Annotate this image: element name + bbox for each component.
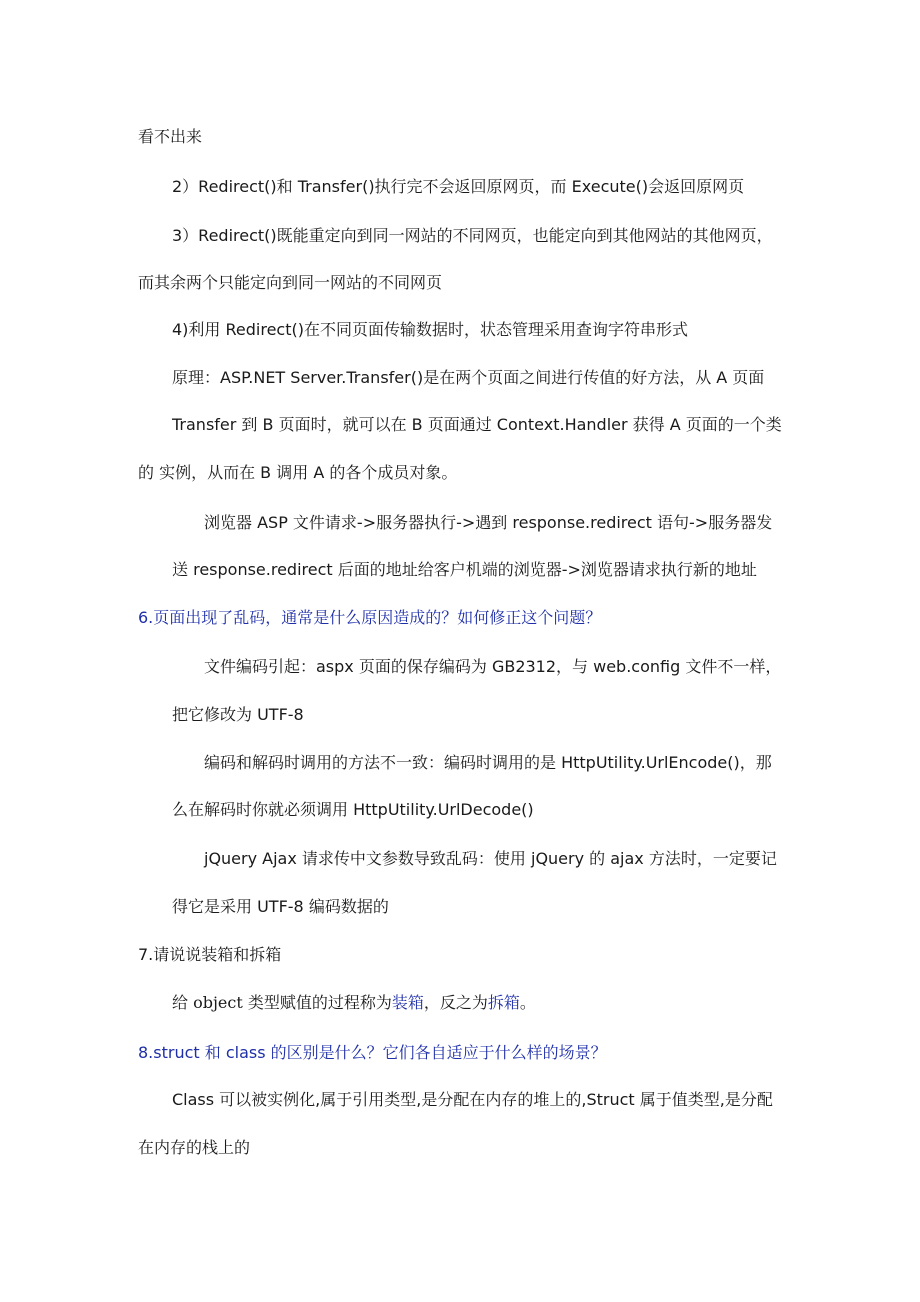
paragraph-line: 原理：ASP.NET Server.Transfer()是在两个页面之间进行传值的好方法，从 A 页面 bbox=[172, 368, 765, 387]
paragraph-line: Class 可以被实例化,属于引用类型,是分配在内存的堆上的,Struct 属于值类型,是分配 bbox=[172, 1090, 773, 1109]
paragraph-line: 送 response.redirect 后面的地址给客户机端的浏览器->浏览器请求执行新的地址 bbox=[172, 560, 757, 579]
paragraph-line: 3）Redirect()既能重定向到同一网站的不同网页，也能定向到其他网站的其他网页， bbox=[172, 226, 773, 245]
paragraph-line: 编码和解码时调用的方法不一致：编码时调用的是 HttpUtility.UrlEncode()，那 bbox=[204, 753, 772, 772]
paragraph-line: 看不出来 bbox=[138, 127, 203, 146]
paragraph-line: 4)利用 Redirect()在不同页面传输数据时，状态管理采用查询字符串形式 bbox=[172, 320, 688, 339]
paragraph-line: 在内存的栈上的 bbox=[138, 1138, 251, 1157]
question-heading-8: 8.struct 和 class 的区别是什么？它们各自适应于什么样的场景？ bbox=[138, 1043, 607, 1062]
paragraph-line: Transfer 到 B 页面时，就可以在 B 页面通过 Context.Handler 获得 A 页面的一个类 bbox=[172, 415, 782, 434]
paragraph-line: 而其余两个只能定向到同一网站的不同网页 bbox=[138, 273, 443, 292]
boxing-answer-middle: ，反之为 bbox=[423, 993, 488, 1012]
paragraph-line: 文件编码引起：aspx 页面的保存编码为 GB2312，与 web.config 文件不一样， bbox=[204, 657, 782, 676]
boxing-answer-prefix: 给 object 类型赋值的过程称为 bbox=[172, 993, 392, 1012]
paragraph-line: jQuery Ajax 请求传中文参数导致乱码：使用 jQuery 的 ajax 方法时，一定要记 bbox=[204, 849, 777, 868]
paragraph-line: 的 实例，从而在 B 调用 A 的各个成员对象。 bbox=[138, 463, 458, 482]
paragraph-line: 浏览器 ASP 文件请求->服务器执行->遇到 response.redirect 语句->服务器发 bbox=[204, 513, 773, 532]
unboxing-term: 拆箱 bbox=[487, 993, 520, 1012]
question-heading-7: 7.请说说装箱和拆箱 bbox=[138, 945, 282, 964]
boxing-term: 装箱 bbox=[391, 993, 424, 1012]
question-heading-6: 6.页面出现了乱码，通常是什么原因造成的？如何修正这个问题？ bbox=[138, 608, 602, 627]
paragraph-line: 把它修改为 UTF-8 bbox=[172, 705, 304, 724]
paragraph-line: 么在解码时你就必须调用 HttpUtility.UrlDecode() bbox=[172, 800, 534, 819]
boxing-answer-end: 。 bbox=[519, 993, 536, 1012]
paragraph-line: 2）Redirect()和 Transfer()执行完不会返回原网页，而 Execute()会返回原网页 bbox=[172, 177, 745, 196]
paragraph-line: 得它是采用 UTF-8 编码数据的 bbox=[172, 897, 389, 916]
boxing-answer-line bbox=[172, 992, 536, 1014]
